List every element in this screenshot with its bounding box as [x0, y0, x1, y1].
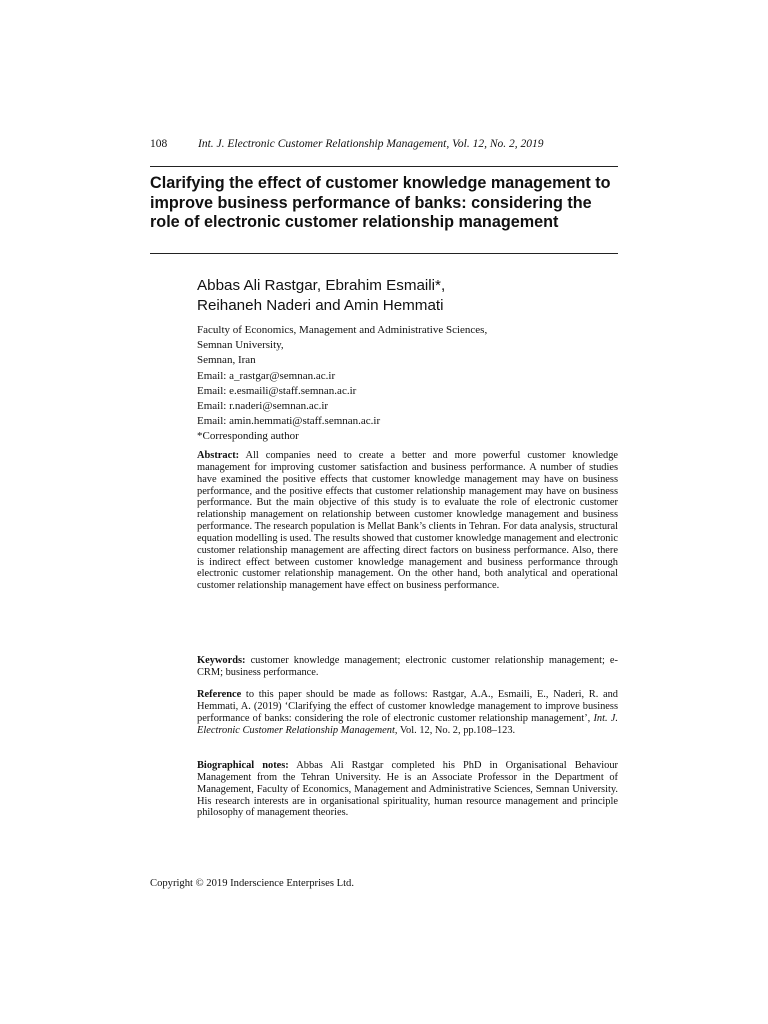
- email-line: Email: amin.hemmati@staff.semnan.ac.ir: [197, 415, 381, 428]
- affiliation-location: Semnan, Iran: [197, 354, 256, 367]
- journal-citation: Int. J. Electronic Customer Relationship Management, Vol. 12, No. 2, 2019: [198, 138, 544, 150]
- reference-details: , Vol. 12, No. 2, pp.108–123.: [394, 724, 516, 736]
- authors-line-1: Abbas Ali Rastgar, Ebrahim Esmaili*,: [197, 277, 446, 294]
- reference-text: to this paper should be made as follows: Rastgar, A.A., Esmaili, E., Naderi, R. and Hemmati, A. (2019) ‘Clarifying the effect of customer knowledge management to improve business performance of banks: considering the role of electronic customer relationship management’,: [197, 689, 618, 724]
- affiliation-block: [197, 323, 618, 445]
- reference-label: Reference: [197, 689, 242, 700]
- article-title: Clarifying the effect of customer knowledge management to improve business performance of banks: considering the role of electronic customer relationship management: [150, 174, 611, 231]
- abstract-paragraph: [197, 450, 618, 592]
- keywords-label: Keywords:: [197, 655, 246, 666]
- title-top-rule: [150, 166, 618, 167]
- bio-label: Biographical notes:: [197, 760, 289, 771]
- reference-journal: Int. J. Electronic Customer Relationship Management: [197, 712, 618, 736]
- page-number: 108: [150, 138, 168, 150]
- title-bottom-rule: [150, 253, 618, 254]
- keywords-paragraph: [197, 655, 618, 679]
- authors-line-2: Reihaneh Naderi and Amin Hemmati: [197, 297, 444, 314]
- affiliation-university: Semnan University,: [197, 339, 284, 352]
- reference-paragraph: [197, 689, 618, 736]
- affiliation-faculty: Faculty of Economics, Management and Administrative Sciences,: [197, 324, 488, 336]
- copyright-notice: Copyright © 2019 Inderscience Enterprises Ltd.: [150, 878, 354, 889]
- email-line: Email: a_rastgar@semnan.ac.ir: [197, 369, 336, 382]
- bio-text: Abbas Ali Rastgar completed his PhD in Organisational Behaviour Management from the Tehran University. He is an Associate Professor in the Department of Management, Faculty of Economics, Management and Administrative Sciences, Semnan University. His research interests are in organisational spirituality, human resource management and principle philosophy of management theories.: [197, 760, 619, 819]
- biographical-notes-paragraph: [197, 760, 618, 819]
- corresponding-author-note: *Corresponding author: [197, 430, 299, 443]
- running-header: [150, 137, 618, 151]
- email-line: Email: e.esmaili@staff.semnan.ac.ir: [197, 384, 357, 397]
- keywords-text: customer knowledge management; electronic customer relationship management; e-CRM; business performance.: [197, 655, 618, 678]
- author-list: [197, 276, 617, 316]
- abstract-label: Abstract:: [197, 450, 240, 461]
- email-line: Email: r.naderi@semnan.ac.ir: [197, 400, 329, 413]
- abstract-text: All companies need to create a better and more powerful customer knowledge management for improving customer satisfaction and business performance. A number of studies have examined the positive effects that customer knowledge management may have on business performance, and the positive effects that customer relationship management may have on business performance. But the main objective of this study is to evaluate the role of electronic customer relationship management on relationship between customer knowledge management and business performance. The research population is Mellat Bank’s clients in Tehran. For data analysis, structural equation modelling is used. The results showed that customer knowledge management and electronic customer relationship management are affecting direct factors on business performance. Also, there is indirect effect between customer knowledge management and business performance through electronic customer relationship management. On the other hand, both analytical and operational customer relationship management have effect on business performance.: [197, 450, 618, 592]
